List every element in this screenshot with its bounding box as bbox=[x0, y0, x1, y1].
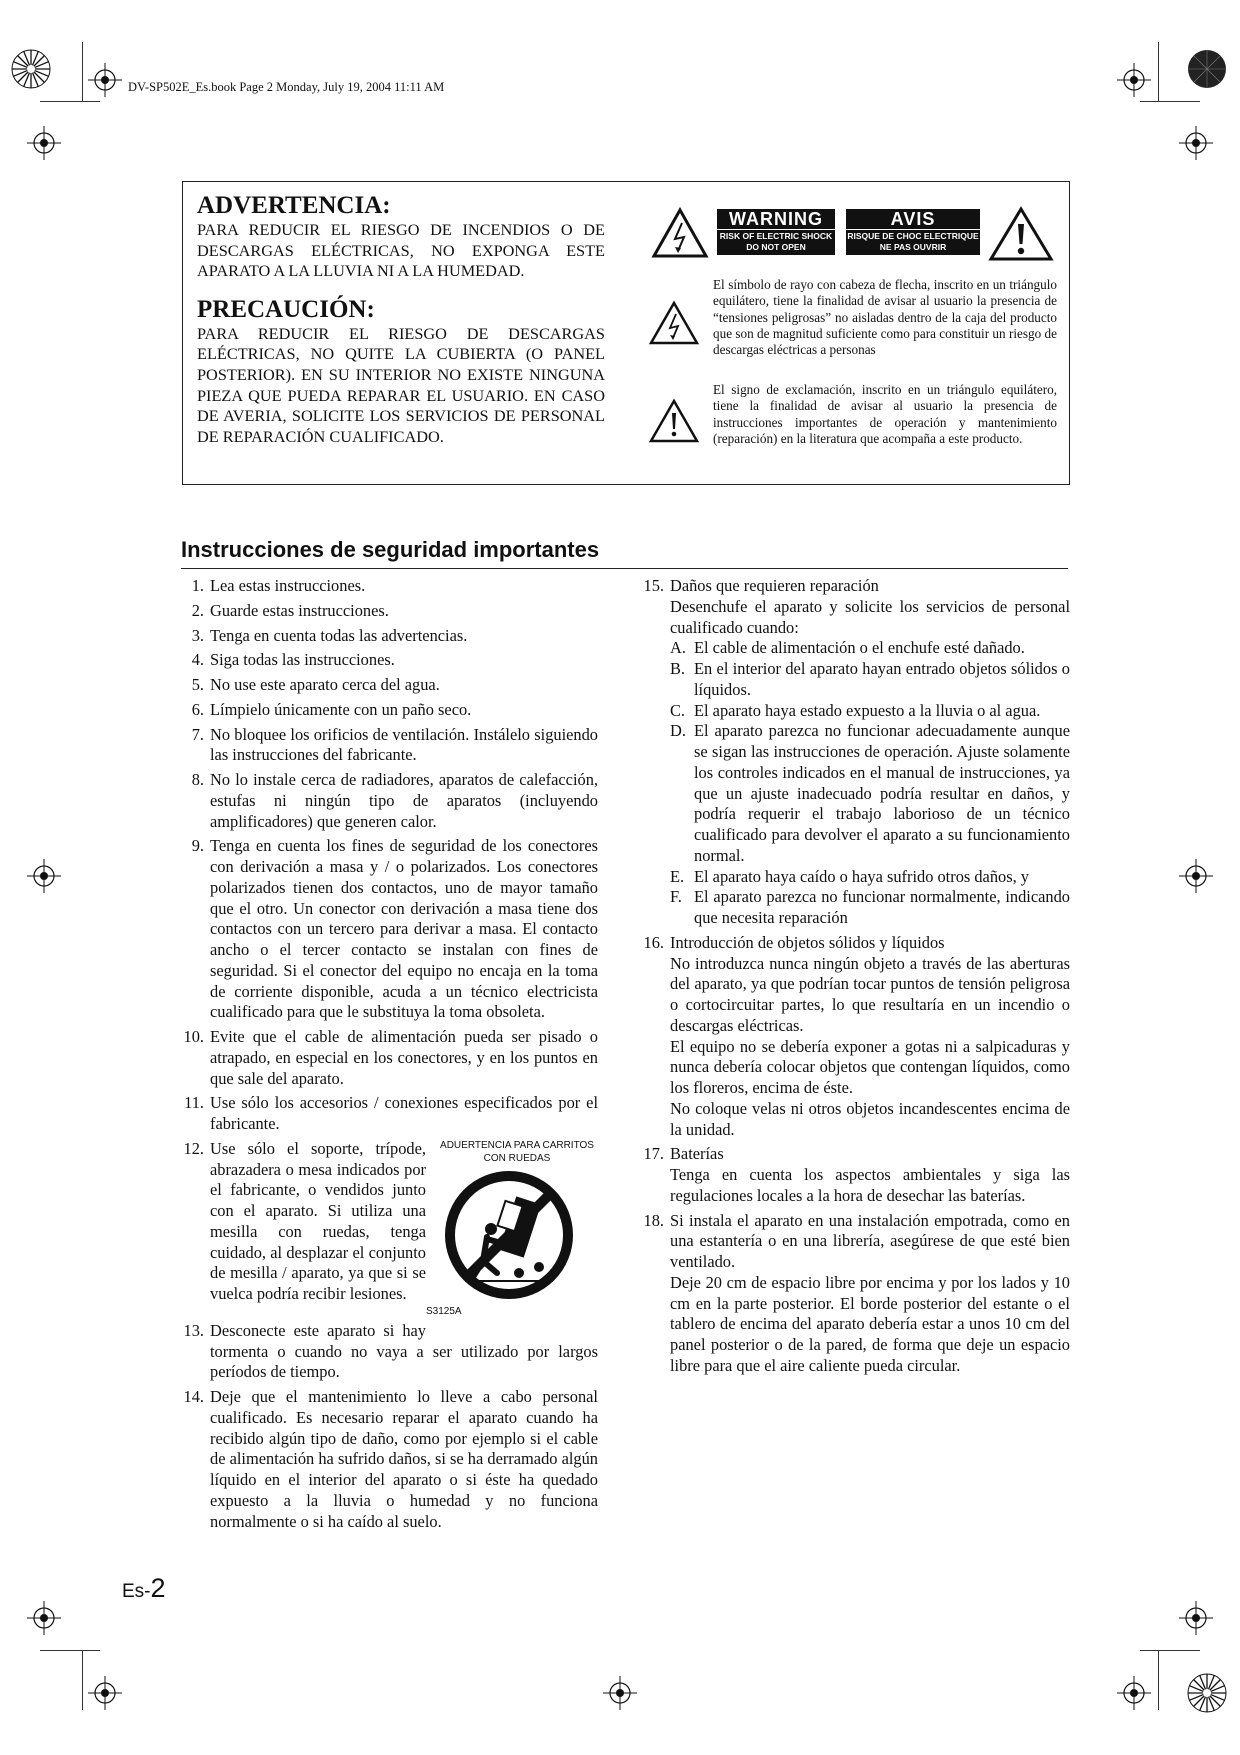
registration-gear-icon bbox=[1187, 1673, 1227, 1713]
list-item: 7. No bloquee los orificios de ventilación. Instálelo siguiendo las instrucciones del fabricante. bbox=[191, 724, 598, 765]
list-item: 13. Desconecte este aparato si hay tormenta o cuando no vaya a ser utilizado por largos períodos de tiempo. bbox=[183, 1320, 598, 1382]
list-item-16: 16. Introducción de objetos sólidos y líquidos No introduzca nunca ningún objeto a través de las aberturas del aparato, ya que podrían tocar puntos de tensión peligrosa o cortocircuitar partes, lo que resultaría en un incendio o descargas eléctricas. El equipo no se debería exponer a gotas ni a salpicaduras y nunca debería colocar objetos que contengan líquidos, como los floreros, encima de éste. No coloque velas ni otros objetos incandescentes encima de la unidad. bbox=[643, 932, 1070, 1139]
lightning-triangle-icon bbox=[651, 207, 709, 259]
item-16-title: Introducción de objetos sólidos y líquidos bbox=[670, 932, 945, 952]
item-18-p1: Deje 20 cm de espacio libre por encima y por los lados y 10 cm en la parte posterior. El borde posterior del estante o el tablero de encima del aparato debería estar a unos 10 cm del panel posterior o de la pared, de forma que deje un espacio libre para que el aire caliente pueda circular. bbox=[670, 1272, 1070, 1375]
registration-crosshair-icon bbox=[1179, 126, 1213, 160]
page-number: Es-2 bbox=[122, 1573, 166, 1603]
item-17-title: Baterías bbox=[670, 1144, 724, 1164]
registration-crosshair-icon bbox=[1179, 859, 1213, 893]
item-17-p1: Tenga en cuenta los aspectos ambientales y siga las regulaciones locales a la hora de desechar las baterías. bbox=[670, 1165, 1070, 1205]
precaucion-title: PRECAUCIÓN: bbox=[197, 295, 375, 323]
registration-crosshair-icon bbox=[27, 126, 61, 160]
section-title: Instrucciones de seguridad importantes bbox=[181, 537, 600, 562]
cart-caption-line1: ADUERTENCIA PARA CARRITOS bbox=[440, 1139, 594, 1151]
sub-item: A. El cable de alimentación o el enchufe esté dañado. bbox=[670, 638, 1025, 658]
list-item: 11. Use sólo los accesorios / conexiones especificados por el fabricante. bbox=[184, 1093, 598, 1133]
registration-crosshair-icon bbox=[27, 859, 61, 893]
avis-sub2: NE PAS OUVRIR bbox=[879, 242, 947, 252]
registration-gear-icon bbox=[1187, 49, 1227, 89]
left-column bbox=[180, 576, 598, 1532]
lightning-explanation: El símbolo de rayo con cabeza de flecha, inscrito en un triángulo equilátero, tiene la finalidad de avisar al usuario la presencia de “tensiones peligrosas” no aisladas dentro de la caja del producto que son de magnitud suficiente como para constituir un riesgo de descargas eléctricas a personas bbox=[713, 277, 1057, 358]
warning-label-panel bbox=[717, 209, 835, 255]
advertencia-title: ADVERTENCIA: bbox=[197, 192, 391, 219]
cart-tipover-icon bbox=[443, 1169, 575, 1301]
warning-box bbox=[182, 181, 1070, 485]
sub-item: D. El aparato parezca no funcionar adecuadamente aunque se sigan las instrucciones de operación. Ajuste solamente los controles indicados en el manual de instrucciones, ya que un ajuste inadecuado podría resultar en daños, y podría requerir el trabajo laborioso de un técnico cualificado para devolver el aparato a su funcionamiento normal. bbox=[670, 721, 1070, 865]
registration-crosshair-icon bbox=[27, 1601, 61, 1635]
registration-crosshair-icon bbox=[88, 63, 122, 97]
cart-warning-figure bbox=[426, 1139, 608, 1327]
list-item: 12. ADUERTENCIA PARA CARRITOS CON RUEDAS S3125A Use sólo el soporte, trípode, abrazadera o mesa indicados por el fabricante, o vendidos junto con el aparato. Si utiliza una mesilla con ruedas, tenga cuidado, al desplazar el conjunto de mesilla / aparato, ya que si se vuelca podría recibir lesiones. bbox=[180, 1139, 598, 1327]
precaucion-text: PARA REDUCIR EL RIESGO DE DESCARGAS ELÉCTRICAS, NO QUITE LA CUBIERTA (O PANEL POSTERIOR). EN SU INTERIOR NO EXISTE NINGUNA PIEZA QUE PUEDA REPARAR EL USUARIO. EN CASO DE AVERIA, SOLICITE LOS SERVICIOS DE PERSONAL DE REPARACIÓN CUALIFICADO. bbox=[197, 323, 605, 446]
list-item: 8. No lo instale cerca de radiadores, aparatos de calefacción, estufas ni ningún tipo de aparatos (incluyendo amplificadores) que generen calor. bbox=[191, 770, 598, 831]
list-item: 6. Límpielo únicamente con un paño seco. bbox=[191, 699, 472, 719]
warning-sub1: RISK OF ELECTRIC SHOCK bbox=[719, 231, 833, 241]
warning-sub2: DO NOT OPEN bbox=[746, 242, 806, 252]
list-item-18: 18. Si instala el aparato en una instalación empotrada, como en una estantería o en una librería, asegúrese de que esté bien ventilado. Deje 20 cm de espacio libre por encima y por los lados y 10 cm en la parte posterior. El borde posterior del estante o el tablero de encima del aparato debería estar a unos 10 cm del panel posterior o de la pared, de forma que deje un espacio libre para que el aire caliente pueda circular. bbox=[643, 1210, 1070, 1375]
right-column bbox=[640, 576, 1070, 1377]
list-item-15: 15. Daños que requieren reparación Desenchufe el aparato y solicite los servicios de personal cualificado cuando: A. El cable de alimentación o el enchufe esté dañado. B. En el interior del aparato hayan entrado objetos sólidos o líquidos. C. El aparato haya estado expuesto a la lluvia o al agua. D. El aparato parezca no funcionar adecuadamente aunque se sigan las instrucciones de operación. Ajuste solamente los controles indicados en el manual de instrucciones, ya que un ajuste inadecuado podría resultar en daños, y podría requerir el trabajo laborioso de un técnico cualificado para devolver el aparato a su funcionamiento normal. E. El aparato haya caído o haya sufrido otros daños, y F. El aparato parezca no funcionar normalmente, indicando que necesita reparación bbox=[643, 576, 1070, 927]
sub-item: E. El aparato haya caído o haya sufrido otros daños, y bbox=[670, 866, 1029, 886]
cart-code: S3125A bbox=[426, 1305, 462, 1317]
registration-crosshair-icon bbox=[1179, 1601, 1213, 1635]
registration-crosshair-icon bbox=[603, 1676, 637, 1710]
sub-item: F. El aparato parezca no funcionar normalmente, indicando que necesita reparación bbox=[670, 887, 1070, 927]
list-item: 9. Tenga en cuenta los fines de seguridad de los conectores con derivación a masa y / o polarizados. Los conectores polarizados tienen dos contactos, uno de mayor tamaño que el otro. Un conector con derivación a masa tiene dos contactos con un tercero para derivar a masa. El contacto ancho o el tercer contacto se instalan con fines de seguridad. Si el conector del equipo no encaja en la toma de corriente disponible, acuda a un técnico electricista cualificado para que le substituya la toma obsoleta. bbox=[191, 836, 598, 1022]
list-item: 14. Deje que el mantenimiento lo lleve a cabo personal cualificado. Es necesario reparar el aparato cuando ha recibido algún tipo de daño, como por ejemplo si el cable de alimentación ha sufrido daños, si se ha derramado algún líquido en el interior del aparato o si éste ha quedado expuesto a la lluvia o humedad y no funciona normalmente o si ha caído al suelo. bbox=[183, 1387, 598, 1531]
list-item: 10. Evite que el cable de alimentación pueda ser pisado o atrapado, en especial en los conectores, y en los puntos en que sale del aparato. bbox=[183, 1027, 598, 1088]
cart-caption-line2: CON RUEDAS bbox=[483, 1152, 551, 1164]
registration-gear-icon bbox=[11, 49, 51, 89]
item-15-intro: Desenchufe el aparato y solicite los servicios de personal cualificado cuando: bbox=[670, 596, 1070, 637]
lightning-triangle-small-icon bbox=[648, 300, 700, 346]
registration-crosshair-icon bbox=[1117, 63, 1151, 97]
exclamation-triangle-small-icon bbox=[648, 398, 700, 444]
registration-crosshair-icon bbox=[88, 1676, 122, 1710]
sub-item: B. En el interior del aparato hayan entrado objetos sólidos o líquidos. bbox=[670, 659, 1070, 699]
item-16-p1: No introduzca nunca ningún objeto a través de las aberturas del aparato, ya que podrían tocar puntos de tensión peligrosa o cortocircuitar partes, lo que resultaría en un incendio o descargas eléctricas. bbox=[670, 953, 1070, 1035]
exclamation-explanation: El signo de exclamación, inscrito en un triángulo equilátero, tiene la finalidad de avisar al usuario la presencia de instrucciones importantes de operación y mantenimiento (reparación) en la literatura que acompaña a este producto. bbox=[713, 382, 1057, 446]
avis-label-panel bbox=[846, 209, 980, 255]
item-15-title: Daños que requieren reparación bbox=[670, 576, 879, 595]
list-item: 4. Siga todas las instrucciones. bbox=[191, 650, 395, 670]
book-header-line: DV-SP502E_Es.book Page 2 Monday, July 19, 2004 11:11 AM bbox=[128, 80, 445, 94]
item-16-p3: No coloque velas ni otros objetos incandescentes encima de la unidad. bbox=[670, 1098, 1070, 1139]
item-16-p2: El equipo no se debería exponer a gotas ni a salpicaduras y nunca debería colocar objetos que contengan líquidos, como los floreros, encima de éste. bbox=[670, 1036, 1070, 1097]
warning-label: WARNING bbox=[717, 209, 835, 230]
list-item: 1. Lea estas instrucciones. bbox=[191, 576, 366, 595]
warning-left-column bbox=[197, 192, 605, 447]
item-18-title: Si instala el aparato en una instalación empotrada, como en una estantería o en una librería, asegúrese de que esté bien ventilado. bbox=[670, 1210, 1070, 1271]
item-12-text: Use sólo el soporte, trípode, abrazadera o mesa indicados por el fabricante, o vendidos junto con el aparato. Si utiliza una mesilla con ruedas, tenga cuidado, al desplazar el conjunto de mesilla / aparato, ya que si se vuelca podría recibir lesiones. bbox=[210, 1138, 426, 1303]
avis-label: AVIS bbox=[846, 209, 980, 230]
sub-item: C. El aparato haya estado expuesto a la lluvia o al agua. bbox=[670, 700, 1041, 720]
list-item: 3. Tenga en cuenta todas las advertencias. bbox=[191, 625, 468, 645]
registration-crosshair-icon bbox=[1117, 1676, 1151, 1710]
list-item: 5. No use este aparato cerca del agua. bbox=[191, 675, 440, 694]
list-item: 2. Guarde estas instrucciones. bbox=[191, 600, 389, 620]
section-rule bbox=[181, 568, 1068, 569]
avis-sub1: RISQUE DE CHOC ELECTRIQUE bbox=[847, 231, 979, 241]
list-item-17: 17. Baterías Tenga en cuenta los aspectos ambientales y siga las regulaciones locales a la hora de desechar las baterías. bbox=[643, 1144, 1070, 1205]
exclamation-triangle-icon bbox=[988, 206, 1054, 262]
advertencia-text: PARA REDUCIR EL RIESGO DE INCENDIOS O DE DESCARGAS ELÉCTRICAS, NO EXPONGA ESTE APARATO A LA LLUVIA NI A LA HUMEDAD. bbox=[197, 220, 605, 281]
